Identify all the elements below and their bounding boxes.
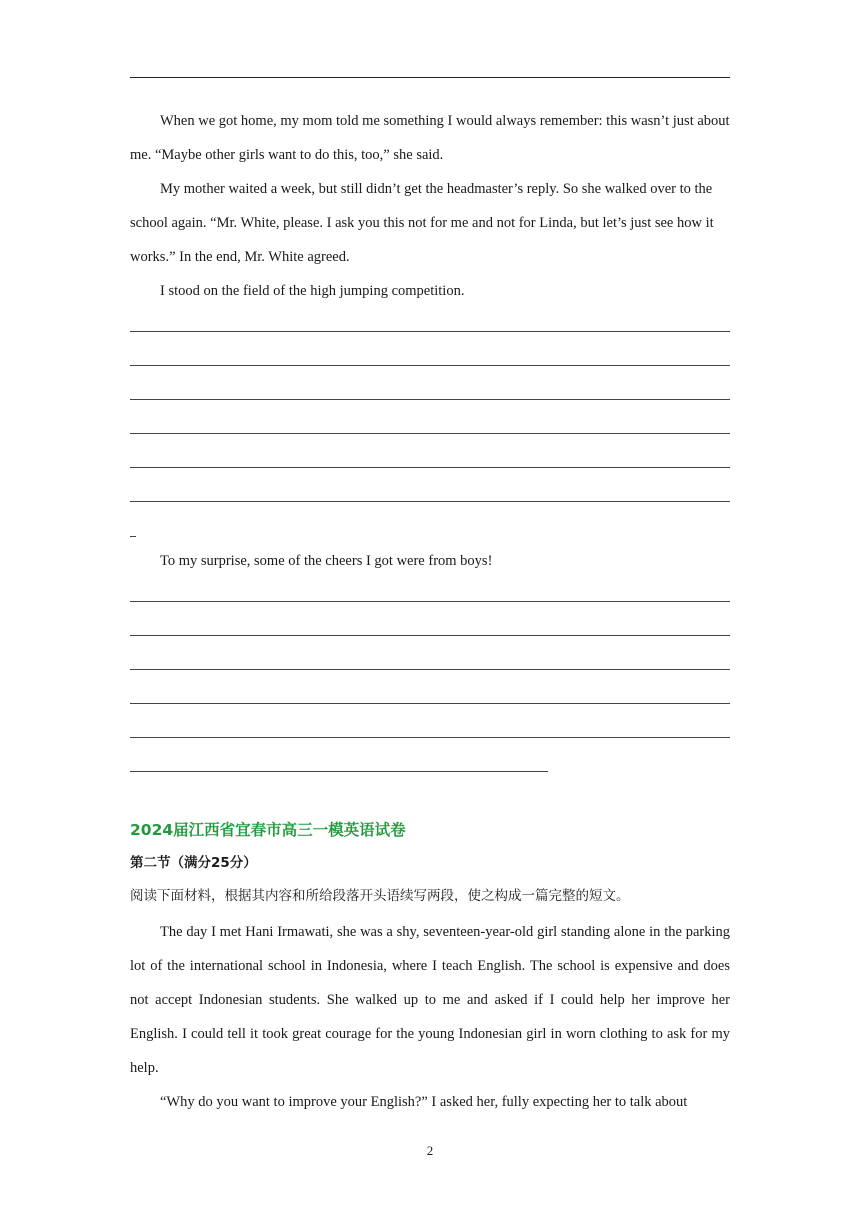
reading-paragraph-2: “Why do you want to improve your English?” I asked her, fully expecting her to talk about xyxy=(160,1094,688,1110)
writing-line-stub xyxy=(130,536,136,537)
writing-line[interactable] xyxy=(130,635,730,636)
exam-title: 2024届江西省宜春市高三一模英语试卷 xyxy=(130,821,406,839)
writing-line[interactable] xyxy=(130,703,730,704)
writing-line[interactable] xyxy=(130,365,730,366)
writing-line-short[interactable] xyxy=(130,771,548,772)
writing-line[interactable] xyxy=(130,433,730,434)
writing-line[interactable] xyxy=(130,467,730,468)
writing-line[interactable] xyxy=(130,399,730,400)
writing-line[interactable] xyxy=(130,737,730,738)
story-paragraph-1: When we got home, my mom told me something I would always remember: this wasn’t just about me. “Maybe other girls want to do this, too,” she said. xyxy=(130,113,730,163)
writing-line[interactable] xyxy=(130,501,730,502)
writing-line[interactable] xyxy=(130,331,730,332)
writing-prompt-2: To my surprise, some of the cheers I got were from boys! xyxy=(160,553,493,569)
section-heading: 第二节（满分25分） xyxy=(130,855,257,871)
page-number: 2 xyxy=(426,1143,434,1158)
reading-paragraph-1: The day I met Hani Irmawati, she was a shy, seventeen-year-old girl standing alone in the parking lot of the international school in Indonesia, where I teach English. The school is expensive and does not accept Indonesian students. She walked up to me and asked if I could help her improve her English. I could tell it took great courage for the young Indonesian girl in worn clothing to ask for my help. xyxy=(130,924,730,1076)
header-rule xyxy=(130,77,730,78)
writing-line[interactable] xyxy=(130,669,730,670)
writing-prompt-1: I stood on the field of the high jumping competition. xyxy=(160,283,465,299)
instruction-text: 阅读下面材料，根据其内容和所给段落开头语续写两段，使之构成一篇完整的短文。 xyxy=(130,888,630,904)
story-paragraph-2: My mother waited a week, but still didn’t get the headmaster’s reply. So she walked over to the school again. “Mr. White, please. I ask you this not for me and not for Linda, but let’s just see how it works.” In the end, Mr. White agreed. xyxy=(130,181,714,265)
writing-line[interactable] xyxy=(130,601,730,602)
